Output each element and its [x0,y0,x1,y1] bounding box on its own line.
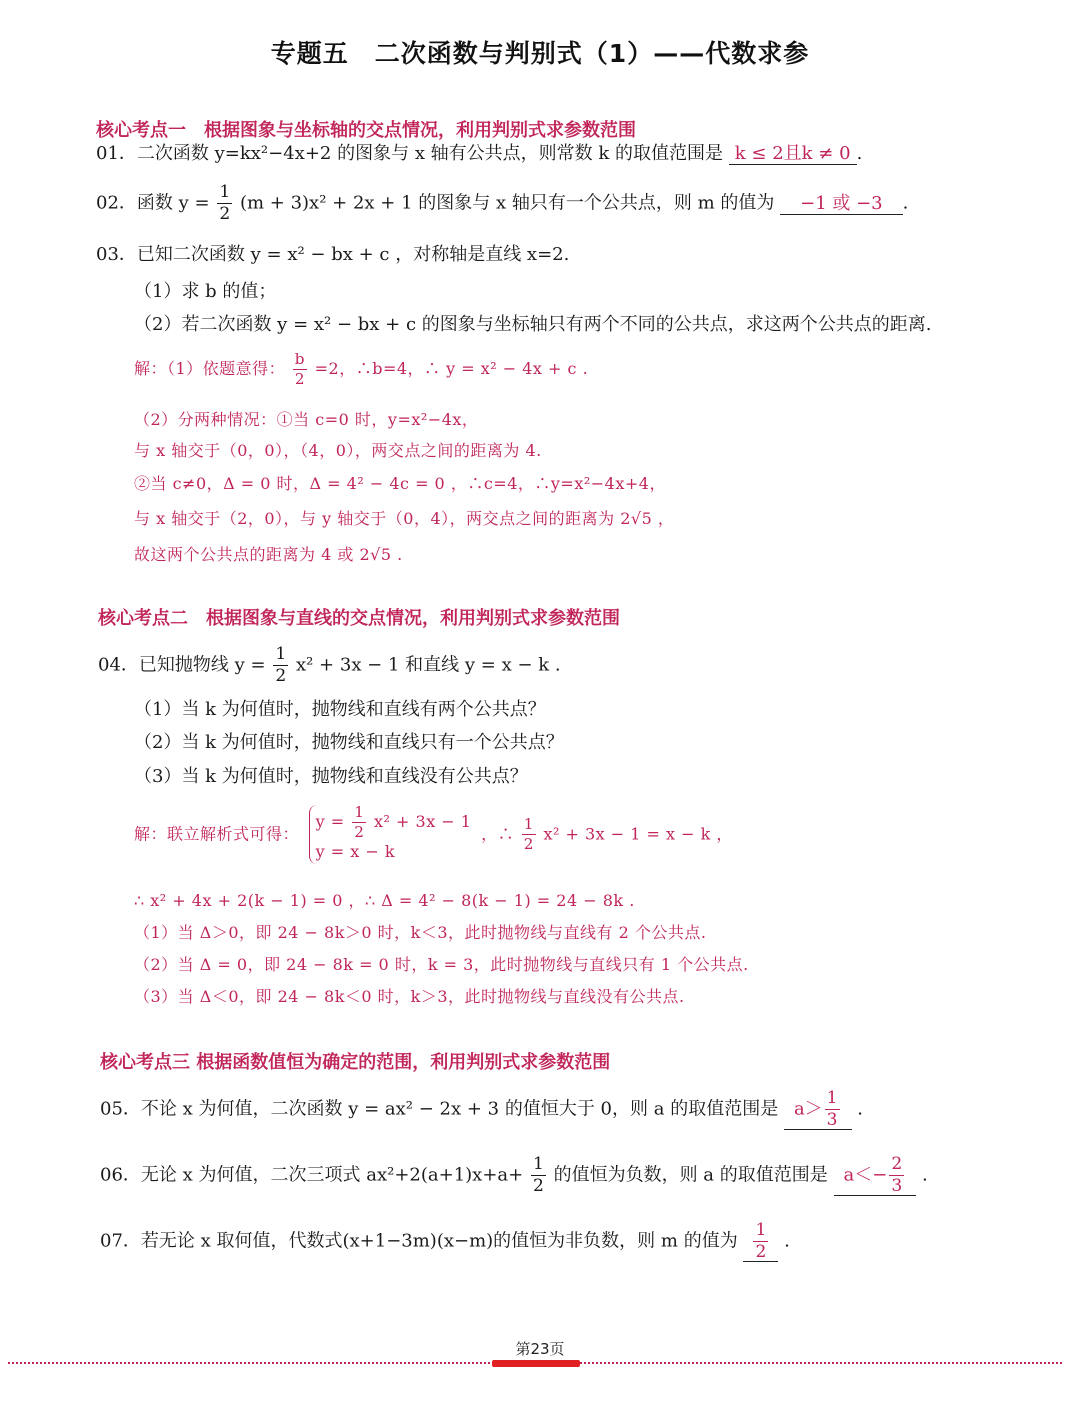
q05-ans-num: 1 [825,1090,840,1110]
q04-s1-pre: 解：联立解析式可得： [134,824,300,844]
question-03-part-2: （2）若二次函数 y = x² − bx + c 的图象与坐标轴只有两个不同的公共点，求这两个公共点的距离. [134,314,932,335]
q04-solution-3: （1）当 Δ＞0，即 24 − 8k＞0 时，k＜3，此时抛物线与直线有 2 个公共点. [134,923,707,942]
q04-solution-5: （3）当 Δ＜0，即 24 − 8k＜0 时，k＞3，此时抛物线与直线没有公共点. [134,987,685,1006]
q07-ans-den: 2 [755,1242,767,1263]
q05-ans-den: 3 [826,1110,838,1131]
q03-s1-fraction [293,352,307,387]
q05-ans-fraction [825,1090,840,1129]
q06-ans-num: 2 [889,1156,904,1176]
question-04-part-1: （1）当 k 为何值时，抛物线和直线有两个公共点？ [134,699,546,720]
q04-pre: 04．已知抛物线 y = [98,654,266,676]
footer-accent-bar [492,1360,580,1367]
q04-sys1-post: x² + 3x − 1 [374,812,472,832]
q04-frac-num: 1 [273,646,288,666]
q02-answer: −1 或 −3 [780,193,903,215]
q04-solution-4: （2）当 Δ = 0，即 24 − 8k = 0 时，k = 3，此时抛物线与直线只有 1 个公共点. [134,955,749,974]
q04-s1-fraction [522,817,536,852]
section-heading-3: 核心考点三 根据函数值恒为确定的范围，利用判别式求参数范围 [100,1052,611,1073]
q02-post: (m + 3)x² + 2x + 1 的图象与 x 轴只有一个公共点，则 m 的值为 [239,192,775,214]
q04-system-line-2: y = x − k [315,842,396,862]
q04-s1-num: 1 [522,817,536,835]
q04-sys1-pre: y = [315,812,345,832]
q05-ans-pre: a＞ [793,1098,823,1120]
q04-solution-1 [134,805,733,864]
question-02 [96,184,908,223]
q02-frac-num: 1 [217,184,232,204]
q07-ans-fraction [753,1222,768,1261]
q01-end: . [856,143,863,164]
q03-s1-num: b [293,352,307,370]
question-04-part-2: （2）当 k 为何值时，抛物线和直线只有一个公共点？ [134,732,564,753]
q06-frac-num: 1 [531,1156,546,1176]
q06-post: 的值恒为负数，则 a 的取值范围是 [553,1164,828,1186]
q02-end: . [902,192,909,214]
question-03-part-1: （1）求 b 的值； [134,281,277,302]
q04-equation-system [309,805,472,864]
q04-frac-den: 2 [275,666,287,687]
q03-solution-4: ②当 c≠0，Δ = 0 时，Δ = 4² − 4c = 0 ，∴c=4，∴y=x²−4x+4， [134,474,666,493]
question-04-stem [98,646,561,685]
q03-s1-pre: 解：（1）依题意得： [134,359,286,379]
q06-fraction [531,1156,546,1195]
q02-pre: 02．函数 y = [96,192,210,214]
q01-answer: k ≤ 2且k ≠ 0 [729,143,857,165]
question-01 [96,141,862,167]
q04-post: x² + 3x − 1 和直线 y = x − k . [295,654,561,676]
q06-ans-fraction [889,1156,904,1195]
section-heading-1: 核心考点一 根据图象与坐标轴的交点情况，利用判别式求参数范围 [96,120,636,141]
q06-pre: 06．无论 x 为何值，二次三项式 ax²+2(a+1)x+a+ [100,1164,524,1186]
q04-solution-2: ∴ x² + 4x + 2(k − 1) = 0 ，∴ Δ = 4² − 8(k − 1) = 24 − 8k . [134,891,635,910]
q02-fraction [217,184,232,223]
q03-solution-6: 故这两个公共点的距离为 4 或 2√5 . [134,545,403,564]
q07-end: . [784,1230,790,1252]
q06-end: . [921,1164,928,1186]
q03-solution-1 [134,352,588,387]
q06-ans-den: 3 [891,1176,903,1197]
page-title: 专题五 二次函数与判别式（1）——代数求参 [270,39,810,68]
question-07 [100,1222,790,1262]
q06-answer [834,1156,917,1196]
q07-answer [743,1222,778,1262]
question-03-stem: 03．已知二次函数 y = x² − bx + c ，对称轴是直线 x=2. [96,244,570,265]
q06-frac-den: 2 [532,1176,544,1197]
section-heading-2: 核心考点二 根据图象与直线的交点情况，利用判别式求参数范围 [98,608,620,629]
q04-system-line-1 [316,805,472,840]
q04-fraction [273,646,288,685]
q05-end: . [857,1098,864,1120]
q02-frac-den: 2 [219,204,231,225]
q03-s1-den: 2 [294,370,305,389]
q04-sys1-num: 1 [352,805,366,823]
q03-solution-5: 与 x 轴交于（2，0），与 y 轴交于（0，4），两交点之间的距离为 2√5 ， [134,509,675,528]
question-06 [100,1156,928,1196]
question-04-part-3: （3）当 k 为何值时，抛物线和直线没有公共点？ [134,766,528,787]
q04-s1-den: 2 [523,835,534,854]
q05-answer [784,1090,852,1130]
q06-ans-pre: a＜− [843,1164,888,1186]
page-number: 第23页 [515,1340,565,1358]
q03-solution-2: （2）分两种情况：①当 c=0 时，y=x²−4x， [134,410,479,429]
question-05 [100,1090,863,1130]
q07-ans-num: 1 [753,1222,768,1242]
q04-sys1-den: 2 [354,823,365,842]
q03-s1-post: =2，∴b=4，∴ y = x² − 4x + c . [314,359,589,379]
q04-sys1-fraction [352,805,366,840]
q05-text: 05．不论 x 为何值，二次函数 y = ax² − 2x + 3 的值恒大于 0，则 a 的取值范围是 [100,1098,779,1120]
q07-text: 07．若无论 x 取何值，代数式(x+1−3m)(x−m)的值恒为非负数，则 m 的值为 [100,1230,738,1252]
q04-s1-post: x² + 3x − 1 = x − k ， [543,824,733,844]
q04-s1-mid: ，∴ [481,824,515,844]
q03-solution-3: 与 x 轴交于（0，0），（4，0），两交点之间的距离为 4. [134,441,542,460]
q01-text: 01．二次函数 y=kx²−4x+2 的图象与 x 轴有公共点，则常数 k 的取值范围是 [96,143,724,164]
